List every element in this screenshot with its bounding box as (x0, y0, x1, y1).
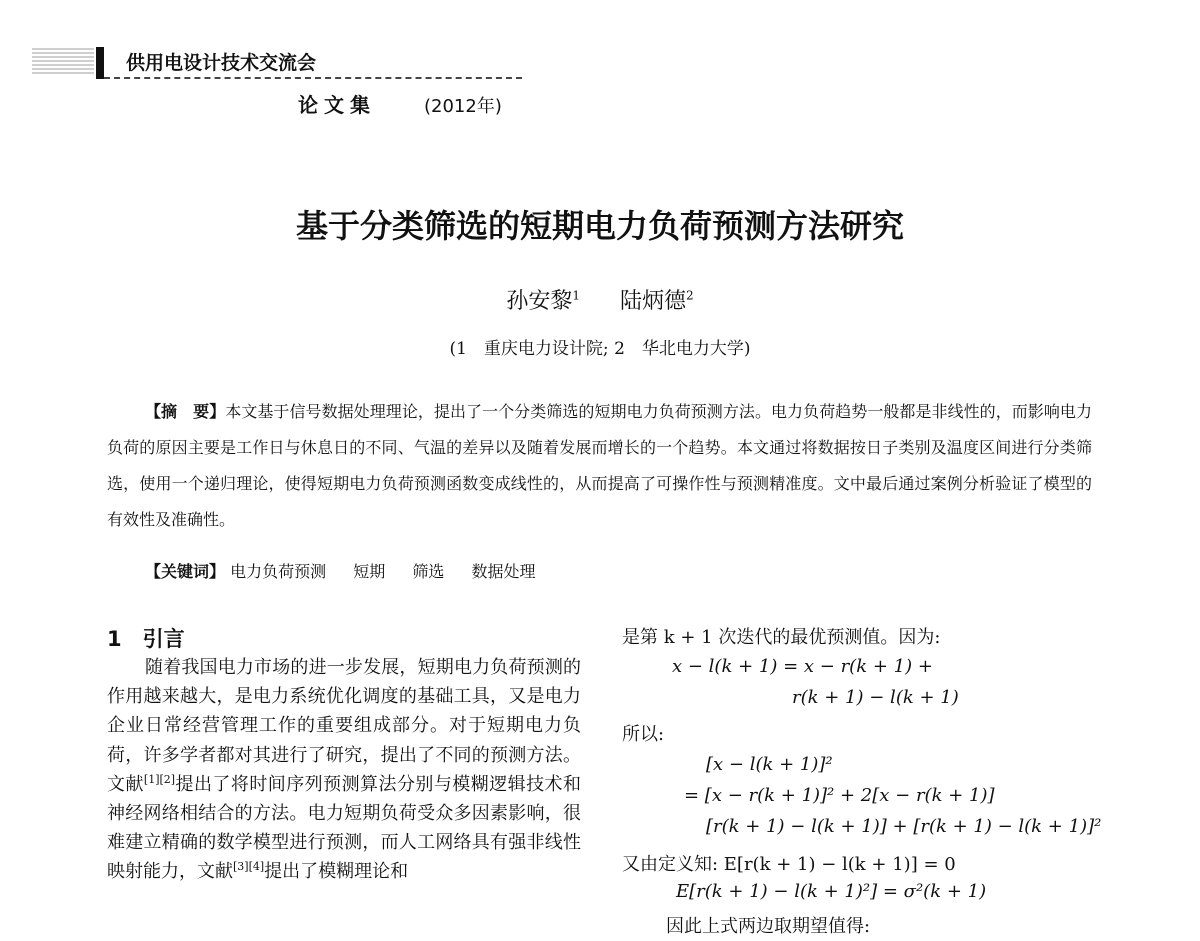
proceedings-label: 论文集 (298, 93, 376, 117)
keyword: 数据处理 (471, 562, 536, 581)
keyword: 短期 (353, 562, 386, 581)
header-bar (96, 47, 104, 79)
citation: [1][2] (143, 772, 176, 786)
author-name: 陆炳德 (620, 289, 687, 314)
citation: [3][4] (233, 860, 265, 874)
abstract-label: 【摘 要】 (145, 402, 226, 421)
abstract (107, 394, 1092, 538)
intro-paragraph (107, 653, 581, 887)
equation: [r(k + 1) − l(k + 1)] + [r(k + 1) − l(k + 1)]² (706, 816, 1102, 837)
equation: E[r(k + 1) − l(k + 1)²] = σ²(k + 1) (676, 881, 987, 902)
body-line: 所以: (622, 724, 665, 745)
section-heading: 1 引言 (107, 627, 185, 651)
header-decoration (32, 48, 94, 76)
equation: x − l(k + 1) = x − r(k + 1) + (672, 656, 933, 677)
keywords-label: 【关键词】 (145, 562, 226, 581)
intro-text: 提出了将时间序列预测算法分别与模糊逻辑技术和神经网络相结合的方法。电力短期负荷受众多因素影响，很难建立精确的数学模型进行预测，而人工网络具有强非线性映射能力，文献 (107, 773, 582, 883)
keyword: 筛选 (412, 562, 445, 581)
equation: = [x − r(k + 1)]² + 2[x − r(k + 1)] (684, 785, 995, 806)
keyword: 电力负荷预测 (230, 562, 327, 581)
body-line: 是第 k + 1 次迭代的最优预测值。因为: (622, 627, 941, 648)
equation: [x − l(k + 1)]² (706, 754, 833, 775)
paper-title: 基于分类筛选的短期电力负荷预测方法研究 (295, 207, 904, 245)
intro-text: 随着我国电力市场的进一步发展，短期电力负荷预测的作用越来越大，是电力系统优化调度的基础工具，又是电力企业日常经营管理工作的重要组成部分。对于短期电力负荷，许多学者都对其进行了研究，提出了不同的预测方法。文献 (107, 657, 581, 795)
header-divider (104, 77, 522, 79)
equation: r(k + 1) − l(k + 1) (792, 687, 959, 708)
author-name: 孙安黎 (506, 289, 573, 314)
body-line: 又由定义知: E[r(k + 1) − l(k + 1)] = 0 (622, 854, 956, 875)
abstract-text: 本文基于信号数据处理理论，提出了一个分类筛选的短期电力负荷预测方法。电力负荷趋势一般都是非线性的，而影响电力负荷的原因主要是工作日与休息日的不同、气温的差异以及随着发展而增长的一个趋势。本文通过将数据按日子类别及温度区间进行分类筛选，使用一个递归理论，使得短期电力负荷预测函数变成线性的，从而提高了可操作性与预测精准度。文中最后通过案例分析验证了模型的有效性及准确性。 (107, 402, 1092, 529)
proceedings-year: (2012年) (424, 96, 502, 117)
intro-text: 提出了模糊理论和 (264, 861, 409, 883)
author-affil-mark: 1 (572, 288, 580, 303)
author-affil-mark: 2 (686, 288, 694, 303)
keywords (145, 559, 557, 582)
affiliations: (1 重庆电力设计院; 2 华北电力大学) (449, 339, 751, 359)
body-line: 因此上式两边取期望值得: (666, 916, 871, 937)
author-list (0, 284, 1200, 315)
conference-name: 供用电设计技术交流会 (126, 52, 317, 74)
